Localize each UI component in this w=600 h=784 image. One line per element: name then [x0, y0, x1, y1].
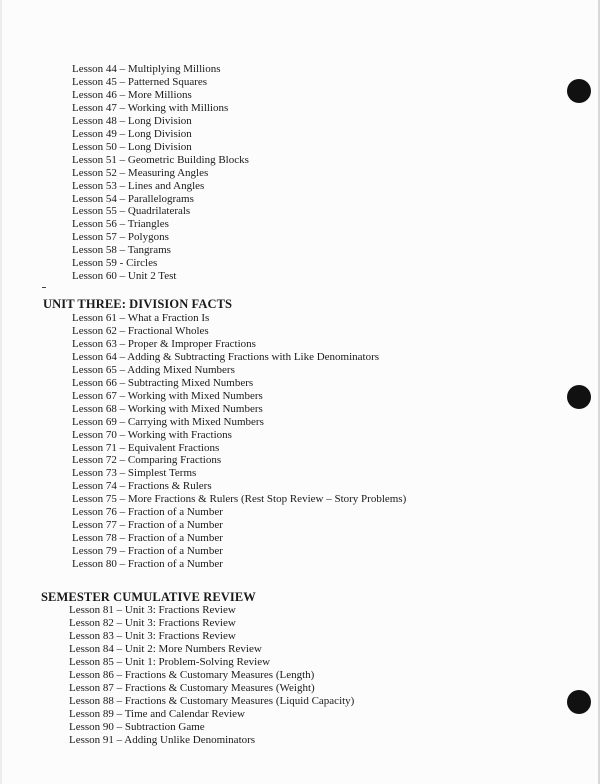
lesson-item: Lesson 85 – Unit 1: Problem-Solving Review [69, 655, 271, 668]
lesson-item: Lesson 67 – Working with Mixed Numbers [72, 389, 263, 402]
lesson-item: Lesson 52 – Measuring Angles [72, 166, 209, 179]
lesson-item: Lesson 69 – Carrying with Mixed Numbers [72, 415, 264, 428]
lesson-item: Lesson 60 – Unit 2 Test [72, 270, 177, 283]
lesson-item: Lesson 80 – Fraction of a Number [72, 558, 223, 571]
lesson-item: Lesson 61 – What a Fraction Is [72, 312, 210, 324]
lesson-item: Lesson 55 – Quadrilaterals [72, 205, 191, 218]
lesson-item: Lesson 77 – Fraction of a Number [72, 519, 223, 532]
lesson-list-unit-two [72, 63, 249, 283]
lesson-item: Lesson 47 – Working with Millions [72, 101, 229, 114]
lesson-item: Lesson 49 – Long Division [72, 127, 192, 140]
lesson-item: Lesson 64 – Adding & Subtracting Fractions with Like Denominators [72, 350, 380, 363]
lesson-item: Lesson 72 – Comparing Fractions [72, 454, 222, 467]
lesson-item: Lesson 65 – Adding Mixed Numbers [72, 363, 235, 376]
lesson-item: Lesson 48 – Long Division [72, 114, 192, 127]
lesson-item: Lesson 62 – Fractional Wholes [72, 324, 209, 337]
lesson-item: Lesson 68 – Working with Mixed Numbers [72, 402, 263, 415]
lesson-list-unit-three [72, 312, 406, 571]
lesson-item: Lesson 76 – Fraction of a Number [72, 506, 223, 519]
lesson-item: Lesson 44 – Multiplying Millions [72, 63, 221, 75]
lesson-item: Lesson 71 – Equivalent Fractions [72, 441, 220, 454]
section-heading: SEMESTER CUMULATIVE REVIEW [41, 590, 256, 604]
lesson-item: Lesson 58 – Tangrams [72, 244, 171, 257]
lesson-item: Lesson 84 – Unit 2: More Numbers Review [69, 642, 262, 655]
lesson-item: Lesson 53 – Lines and Angles [72, 179, 205, 192]
lesson-item: Lesson 81 – Unit 3: Fractions Review [69, 604, 236, 616]
lesson-item: Lesson 46 – More Millions [72, 88, 192, 101]
page-edge-left [0, 0, 2, 784]
lesson-item: Lesson 89 – Time and Calendar Review [69, 707, 245, 720]
lesson-item: Lesson 45 – Patterned Squares [72, 75, 208, 88]
lesson-item: Lesson 63 – Proper & Improper Fractions [72, 337, 256, 350]
lesson-item: Lesson 87 – Fractions & Customary Measures (Weight) [69, 681, 315, 694]
lesson-item: Lesson 86 – Fractions & Customary Measures (Length) [69, 668, 315, 681]
section-heading: UNIT THREE: DIVISION FACTS [43, 297, 233, 311]
lesson-item: Lesson 73 – Simplest Terms [72, 467, 197, 480]
lesson-item: Lesson 74 – Fractions & Rulers [72, 480, 212, 493]
lesson-item: Lesson 59 - Circles [72, 257, 158, 270]
lesson-item: Lesson 54 – Parallelograms [72, 192, 194, 205]
lesson-item: Lesson 57 – Polygons [72, 231, 169, 244]
lesson-item: Lesson 56 – Triangles [72, 218, 169, 231]
lesson-item: Lesson 50 – Long Division [72, 140, 192, 153]
lesson-item: Lesson 91 – Adding Unlike Denominators [69, 733, 256, 746]
lesson-item: Lesson 90 – Subtraction Game [69, 720, 205, 733]
stray-mark [42, 287, 46, 288]
punch-hole-bottom [567, 690, 591, 714]
unit-three-heading [43, 297, 232, 312]
lesson-item: Lesson 82 – Unit 3: Fractions Review [69, 616, 236, 629]
punch-hole-top [567, 79, 591, 103]
lesson-list-semester-review [69, 604, 354, 746]
lesson-item: Lesson 75 – More Fractions & Rulers (Rest Stop Review – Story Problems) [72, 493, 407, 506]
lesson-item: Lesson 78 – Fraction of a Number [72, 532, 223, 545]
punch-hole-middle [567, 385, 591, 409]
lesson-item: Lesson 88 – Fractions & Customary Measures (Liquid Capacity) [69, 694, 355, 707]
lesson-item: Lesson 70 – Working with Fractions [72, 428, 232, 441]
lesson-item: Lesson 66 – Subtracting Mixed Numbers [72, 376, 254, 389]
lesson-item: Lesson 51 – Geometric Building Blocks [72, 153, 249, 166]
lesson-item: Lesson 83 – Unit 3: Fractions Review [69, 629, 236, 642]
semester-review-heading [41, 590, 256, 605]
lesson-item: Lesson 79 – Fraction of a Number [72, 545, 223, 558]
